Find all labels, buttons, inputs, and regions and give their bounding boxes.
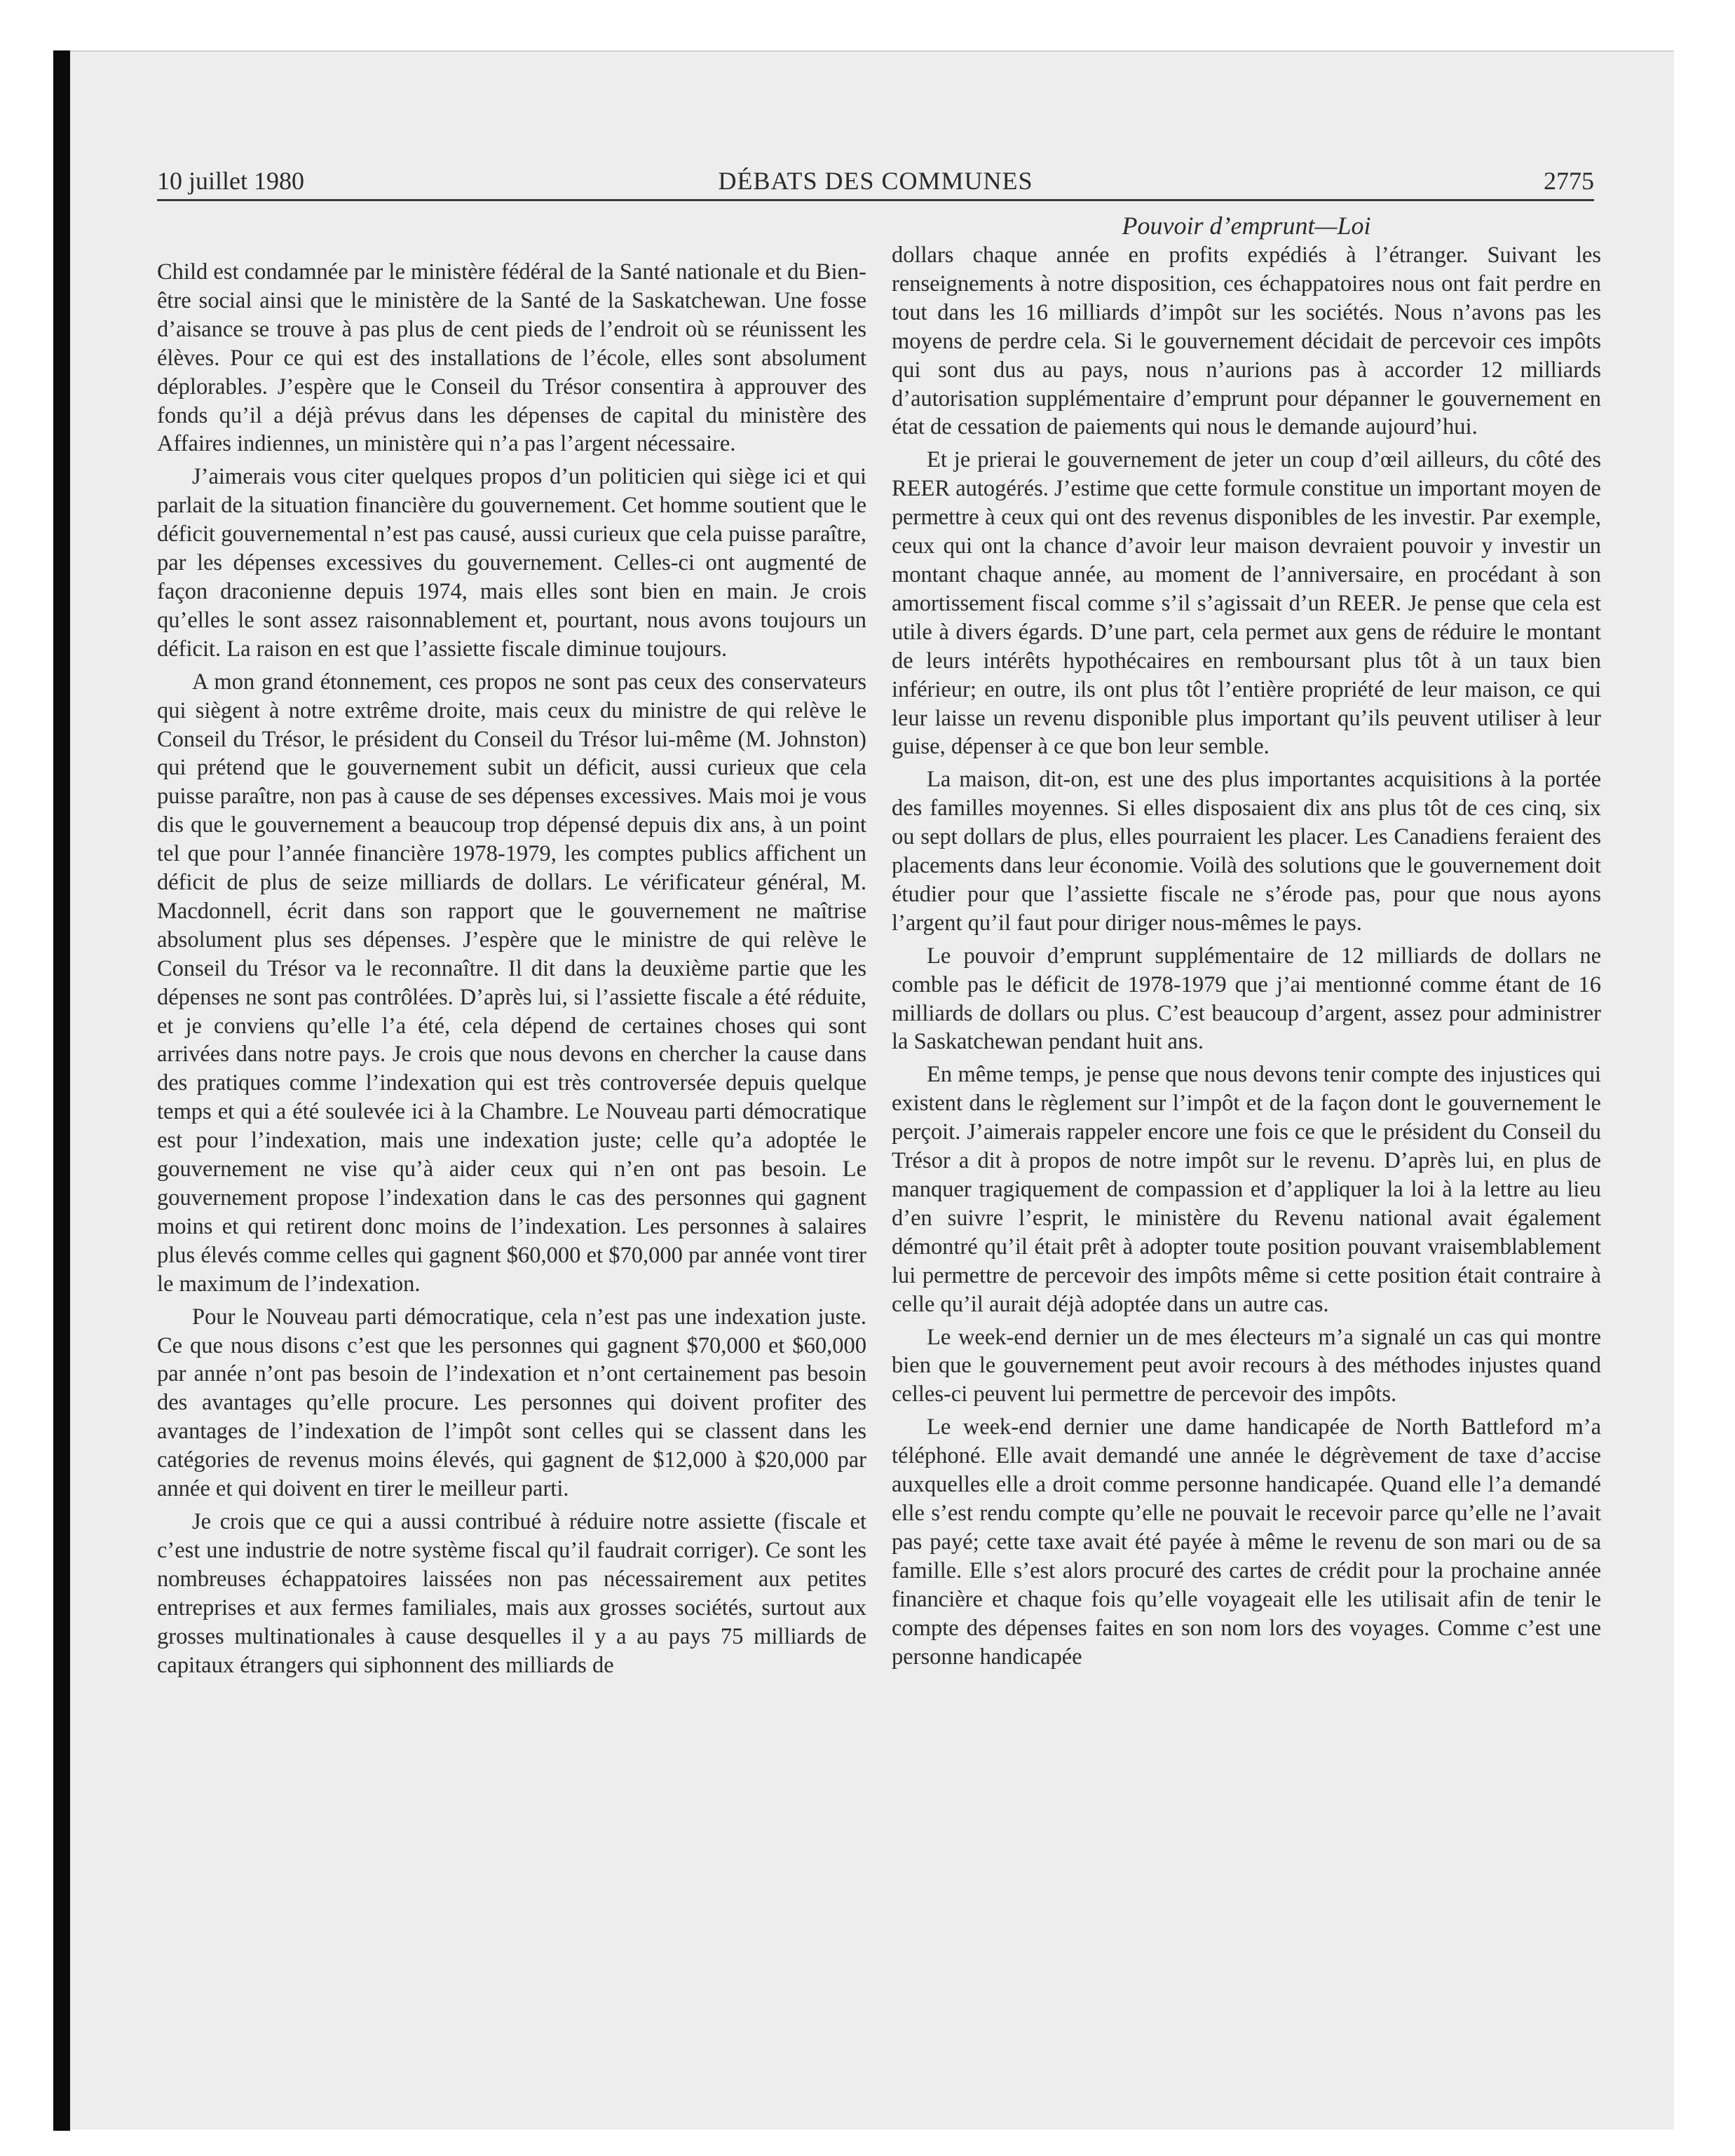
running-header — [157, 165, 1594, 201]
paragraph: J’aimerais vous citer quelques propos d’un politicien qui siège ici et qui parlait de la situation financière du gouvernement. Cet homme soutient que le déficit gouvernemental n’est pas causé, aussi curieux que cela puisse paraître, par les dépenses excessives du gouvernement. Celles-ci ont augmenté de façon draconienne depuis 1974, mais elles sont bien en main. Je crois qu’elles le sont assez raisonnablement et, pourtant, nous avons toujours un déficit. La raison en est que l’assiette fiscale diminue toujours. — [157, 464, 866, 662]
paragraph: Je crois que ce qui a aussi contribué à réduire notre assiette (fiscale et c’est une industrie de notre système fiscal qu’il faudrait corriger). Ce sont les nombreuses échappatoires laissées non pas nécessairement aux petites entreprises et aux fermes familiales, mais aux grosses sociétés, surtout aux grosses multinationales à cause desquelles il y a au pays 75 milliards de capitaux étrangers qui siphonnent des milliards de — [157, 1508, 866, 1678]
paragraph: A mon grand étonnement, ces propos ne sont pas ceux des conservateurs qui siègent à notre extrême droite, mais ceux du ministre de qui relève le Conseil du Trésor, le président du Conseil du Trésor lui-même (M. Johnston) qui prétend que le gouvernement subit un déficit, aussi curieux que cela puisse paraître, non pas à cause de ses dépenses excessives. Mais moi je vous dis que le gouvernement a beaucoup trop dépensé depuis dix ans, à un point tel que pour l’année financière 1978-1979, les comptes publics affichent un déficit de plus de seize milliards de dollars. Le vérificateur général, M. Macdonnell, écrit dans son rapport que le gouvernement ne maîtrise absolument plus ses dépenses. J’espère que le ministre de qui relève le Conseil du Trésor va le reconnaître. Il dit dans la deuxième partie que les dépenses ne sont pas contrôlées. D’après lui, si l’assiette fiscale a été réduite, et je conviens qu’elle l’a été, cela dépend de certaines choses qui sont arrivées dans notre pays. Je crois que nous devons en chercher la cause dans des pratiques comme l’indexation qui est très controversée depuis quelque temps et qui a été soulevée ici à la Chambre. Le Nouveau parti démocratique est pour l’indexation, mais une indexation juste; celle qu’a adoptée le gouvernement ne vise qu’à aider ceux qui n’en ont pas besoin. Le gouvernement propose l’indexation dans le cas des personnes qui gagnent moins et qui retirent donc moins de l’indexation. Les personnes à salaires plus élevés comme celles qui gagnent $60,000 et $70,000 par année vont tirer le maximum de l’indexation. — [157, 669, 866, 1297]
paragraph: En même temps, je pense que nous devons tenir compte des injustices qui existent dans le règlement sur l’impôt et de la façon dont le gouvernement le perçoit. J’aimerais rappeler encore une fois ce que le président du Conseil du Trésor a dit à propos de notre impôt sur le revenu. D’après lui, en plus de manquer tragiquement de compassion et d’appliquer la loi à la lettre au lieu d’en suivre l’esprit, le ministère du Revenu national avait également démontré qu’il était prêt à adopter toute position pouvant vraisemblablement lui permettre de percevoir des impôts même si cette position était contraire à celle qu’il aurait déjà adoptée dans un autre cas. — [892, 1062, 1601, 1317]
section-subheading: Pouvoir d’emprunt—Loi — [1122, 212, 1371, 240]
paragraph: Le pouvoir d’emprunt supplémentaire de 12 milliards de dollars ne comble pas le déficit de 1978-1979 que j’ai mentionné comme étant de 16 milliards de dollars ou plus. C’est beaucoup d’argent, assez pour administrer la Saskatchewan pendant huit ans. — [892, 943, 1601, 1055]
binding-edge — [53, 50, 70, 2131]
paragraph: Child est condamnée par le ministère fédéral de la Santé nationale et du Bien-être social ainsi que le ministère de la Santé de la Saskatchewan. Une fosse d’aisance se trouve à pas plus de cent pieds de l’endroit où se réunissent les élèves. Pour ce qui est des installations de l’école, elles sont absolument déplorables. J’espère que le Conseil du Trésor consentira à approuver des fonds qu’il a déjà prévus dans les dépenses de capital du ministère des Affaires indiennes, un ministère qui n’a pas l’argent nécessaire. — [157, 259, 866, 457]
paragraph: dollars chaque année en profits expédiés à l’étranger. Suivant les renseignements à notre disposition, ces échappatoires nous ont fait perdre en tout dans les 16 milliards d’impôt sur les sociétés. Nous n’avons pas les moyens de perdre cela. Si le gouvernement décidait de percevoir ces impôts qui sont dus au pays, nous n’aurions pas à accorder 12 milliards d’autorisation supplémentaire d’emprunt pour dépanner le gouvernement en état de cessation de paiements qui nous le demande aujourd’hui. — [892, 243, 1601, 440]
header-date: 10 juillet 1980 — [157, 167, 304, 195]
paragraph: Le week-end dernier une dame handicapée de North Battleford m’a téléphoné. Elle avait demandé une année le dégrèvement de taxe d’accise auxquelles elle a droit comme personne handicapée. Quand elle l’a demandé elle s’est rendu compte qu’elle ne pouvait le recevoir parce qu’elle ne l’avait pas payé; cette taxe avait été payée à même le revenu de son mari ou de sa famille. Elle s’est alors procuré des cartes de crédit pour la prochaine année financière et chaque fois qu’elle voyageait elle les utilisait afin de tenir le compte des dépenses faites en son nom lors des voyages. Comme c’est une personne handicapée — [892, 1414, 1601, 1670]
paragraph: Pour le Nouveau parti démocratique, cela n’est pas une indexation juste. Ce que nous disons c’est que les personnes qui gagnent $70,000 et $60,000 par année n’ont pas besoin de l’indexation et n’ont certainement pas besoin des avantages qu’elle procure. Les personnes qui doivent profiter des avantages de l’indexation de l’impôt sont celles qui se classent dans les catégories de revenus moins élevés, qui gagnent de $12,000 à $20,000 par année et qui doivent en tirer le meilleur parti. — [157, 1304, 866, 1502]
paragraph: Le week-end dernier un de mes électeurs m’a signalé un cas qui montre bien que le gouvernement peut avoir recours à des méthodes injustes quand celles-ci peuvent lui permettre de percevoir des impôts. — [892, 1324, 1601, 1407]
right-column — [892, 241, 1601, 1675]
left-column — [157, 258, 866, 1684]
paragraph: La maison, dit-on, est une des plus importantes acquisitions à la portée des familles moyennes. Si elles disposaient dix ans plus tôt de ces cinq, six ou sept dollars de plus, elles pourraient les placer. Les Canadiens feraient des placements dans leur économie. Voilà des solutions que le gouvernement doit étudier pour que l’assiette fiscale ne s’érode pas, pour que nous ayons l’argent qu’il faut pour diriger nous-mêmes le pays. — [892, 767, 1601, 936]
header-title: DÉBATS DES COMMUNES — [718, 167, 1033, 195]
paragraph: Et je prierai le gouvernement de jeter un coup d’œil ailleurs, du côté des REER autogérés. J’estime que cette formule constitue un important moyen de permettre à ceux qui ont des revenus disponibles de les investir. Par exemple, ceux qui ont la chance d’avoir leur maison devraient pouvoir y investir un montant chaque année, au moment de l’anniversaire, en procédant à son amortissement fiscal comme s’il s’agissait d’un REER. Je pense que cela est utile à divers égards. D’une part, cela permet aux gens de réduire le montant de leurs intérêts hypothécaires en remboursant plus tôt à un taux bien inférieur; en outre, ils ont plus tôt l’entière propriété de leur maison, ce qui leur laisse un revenu disponible plus important qu’ils peuvent utiliser à leur guise, dépenser à ce que bon leur semble. — [892, 447, 1601, 760]
page-number: 2775 — [1544, 167, 1594, 195]
